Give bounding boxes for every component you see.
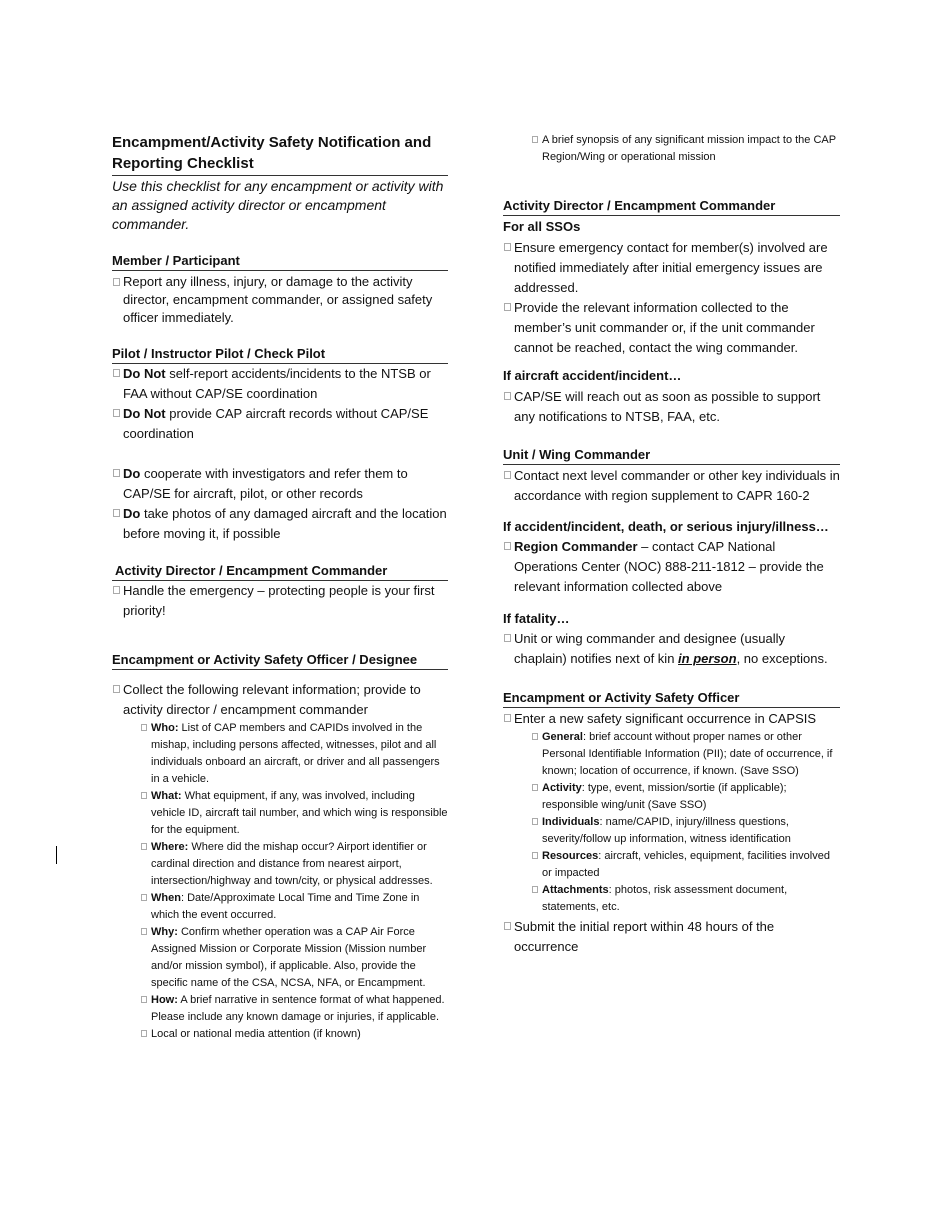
- section-member-heading: Member / Participant: [112, 252, 448, 271]
- checklist-item[interactable]: Enter a new safety significant occurrence in CAPSIS: [503, 709, 840, 729]
- right-column: [503, 132, 840, 957]
- item-key: Why:: [151, 926, 178, 938]
- item-text: take photos of any damaged aircraft and the location before moving it, if possible: [123, 506, 447, 541]
- item-text: Confirm whether operation was a CAP Air Force Assigned Mission or Corporate Mission (Mission number and/or mission symbol), if applicable. Also, provide the specific name of the CSA, NCSA, NFA, or Encampment.: [151, 926, 427, 989]
- checklist-subitem[interactable]: [531, 848, 840, 882]
- item-text: What equipment, if any, was involved, including vehicle ID, aircraft tail number, and which wing is responsible for the equipment.: [151, 790, 448, 836]
- text-cursor: [56, 846, 57, 864]
- checklist-item[interactable]: Collect the following relevant information; provide to activity director / encampment commander: [112, 680, 448, 720]
- item-text: Unit or wing commander and designee (usually chaplain) notifies next of kin: [514, 631, 785, 666]
- item-text: : brief account without proper names or other Personal Identifiable Information (PII); date of occurrence, if known; location of occurrence, if known. (Save SSO): [542, 731, 833, 777]
- item-text: : photos, risk assessment document, statements, etc.: [542, 884, 788, 913]
- checklist-item[interactable]: Handle the emergency – protecting people is your first priority!: [112, 581, 448, 621]
- item-key: Do Not: [123, 366, 166, 381]
- item-key: When: [151, 892, 181, 904]
- item-text: self-report accidents/incidents to the NTSB or FAA without CAP/SE coordination: [123, 366, 431, 401]
- item-text: provide CAP aircraft records without CAP/SE coordination: [123, 406, 429, 441]
- item-text: Where did the mishap occur? Airport identifier or cardinal direction and distance from nearest airport, intersection/highway and town/city, or physical addresses.: [151, 841, 433, 887]
- intro-text: Use this checklist for any encampment or activity with an assigned activity director or encampment commander.: [112, 178, 444, 232]
- checklist-subitem[interactable]: [140, 720, 448, 788]
- item-key: Resources: [542, 850, 599, 862]
- checklist-subitem[interactable]: [531, 780, 840, 814]
- checklist-item[interactable]: [503, 629, 840, 669]
- checklist-subitem[interactable]: [140, 890, 448, 924]
- checklist-subitem[interactable]: [140, 788, 448, 839]
- section-director-heading: Activity Director / Encampment Commander: [503, 197, 840, 216]
- section-sso-heading: Encampment or Activity Safety Officer / Designee: [112, 651, 448, 670]
- section-unit-heading: Unit / Wing Commander: [503, 446, 840, 465]
- checklist-item[interactable]: Report any illness, injury, or damage to the activity director, encampment commander, or assigned safety officer immediately.: [112, 273, 448, 327]
- item-key: What:: [151, 790, 182, 802]
- checklist-subitem[interactable]: [140, 992, 448, 1026]
- checklist-subitem[interactable]: [531, 882, 840, 916]
- item-text: , no exceptions.: [736, 651, 828, 666]
- item-text: cooperate with investigators and refer them to CAP/SE for aircraft, pilot, or other records: [123, 466, 408, 501]
- checklist-item[interactable]: Submit the initial report within 48 hours of the occurrence: [503, 917, 840, 957]
- item-key: General: [542, 731, 583, 743]
- item-text: A brief narrative in sentence format of what happened. Please include any known damage or injuries, if applicable.: [151, 994, 445, 1023]
- accident-death-heading: If accident/incident, death, or serious injury/illness…: [503, 519, 829, 534]
- fatality-heading: If fatality…: [503, 611, 570, 626]
- item-key: How:: [151, 994, 178, 1006]
- checklist-item[interactable]: [112, 464, 448, 504]
- item-key: Where:: [151, 841, 189, 853]
- item-text: Local or national media attention (if known): [151, 1028, 361, 1040]
- section-pilot-heading: Pilot / Instructor Pilot / Check Pilot: [112, 345, 448, 364]
- aircraft-accident-heading: If aircraft accident/incident…: [503, 368, 682, 383]
- item-key: Region Commander: [514, 539, 638, 554]
- checklist-item[interactable]: [112, 404, 448, 444]
- checklist-subitem[interactable]: [531, 729, 840, 780]
- checklist-item[interactable]: Ensure emergency contact for member(s) involved are notified immediately after initial emergency issues are addressed.: [503, 238, 840, 298]
- item-text: List of CAP members and CAPIDs involved in the mishap, including persons affected, witnesses, pilot and all individuals onboard an aircraft, or driver and all passengers in a vehicle.: [151, 722, 440, 785]
- checklist-item[interactable]: CAP/SE will reach out as soon as possible to support any notifications to NTSB, FAA, etc.: [503, 387, 840, 427]
- section-sso-heading: Encampment or Activity Safety Officer: [503, 689, 840, 708]
- item-text: : Date/Approximate Local Time and Time Zone in which the event occurred.: [151, 892, 420, 921]
- page-title: Encampment/Activity Safety Notification and Reporting Checklist: [112, 132, 448, 176]
- checklist-item[interactable]: [112, 364, 448, 404]
- for-all-ssos-heading: For all SSOs: [503, 219, 581, 234]
- checklist-item[interactable]: Provide the relevant information collected to the member’s unit commander or, if the unit commander cannot be reached, contact the wing commander.: [503, 298, 840, 358]
- section-director-heading: Activity Director / Encampment Commander: [112, 562, 448, 581]
- item-key: Attachments: [542, 884, 609, 896]
- checklist-subitem[interactable]: A brief synopsis of any significant mission impact to the CAP Region/Wing or operational mission: [531, 132, 840, 166]
- item-key: Who:: [151, 722, 179, 734]
- item-emphasis: in person: [678, 651, 737, 666]
- checklist-subitem[interactable]: [140, 924, 448, 992]
- item-key: Do: [123, 506, 141, 521]
- checklist-item[interactable]: [112, 504, 448, 544]
- checklist-subitem[interactable]: [140, 1026, 448, 1043]
- item-text: : name/CAPID, injury/illness questions, severity/follow up information, witness identification: [542, 816, 791, 845]
- item-key: Do: [123, 466, 141, 481]
- item-text: : type, event, mission/sortie (if applicable); responsible wing/unit (Save SSO): [542, 782, 787, 811]
- checklist-item[interactable]: [503, 537, 840, 597]
- checklist-subitem[interactable]: [140, 839, 448, 890]
- left-column: [112, 132, 448, 1043]
- item-key: Individuals: [542, 816, 600, 828]
- checklist-item[interactable]: Contact next level commander or other key individuals in accordance with region supplement to CAPR 160-2: [503, 466, 840, 506]
- item-key: Activity: [542, 782, 582, 794]
- checklist-subitem[interactable]: [531, 814, 840, 848]
- item-key: Do Not: [123, 406, 166, 421]
- item-text: – contact CAP National Operations Center (NOC) 888-211-1812 – provide the relevant information collected above: [514, 539, 824, 594]
- item-text: : aircraft, vehicles, equipment, facilities involved or impacted: [542, 850, 830, 879]
